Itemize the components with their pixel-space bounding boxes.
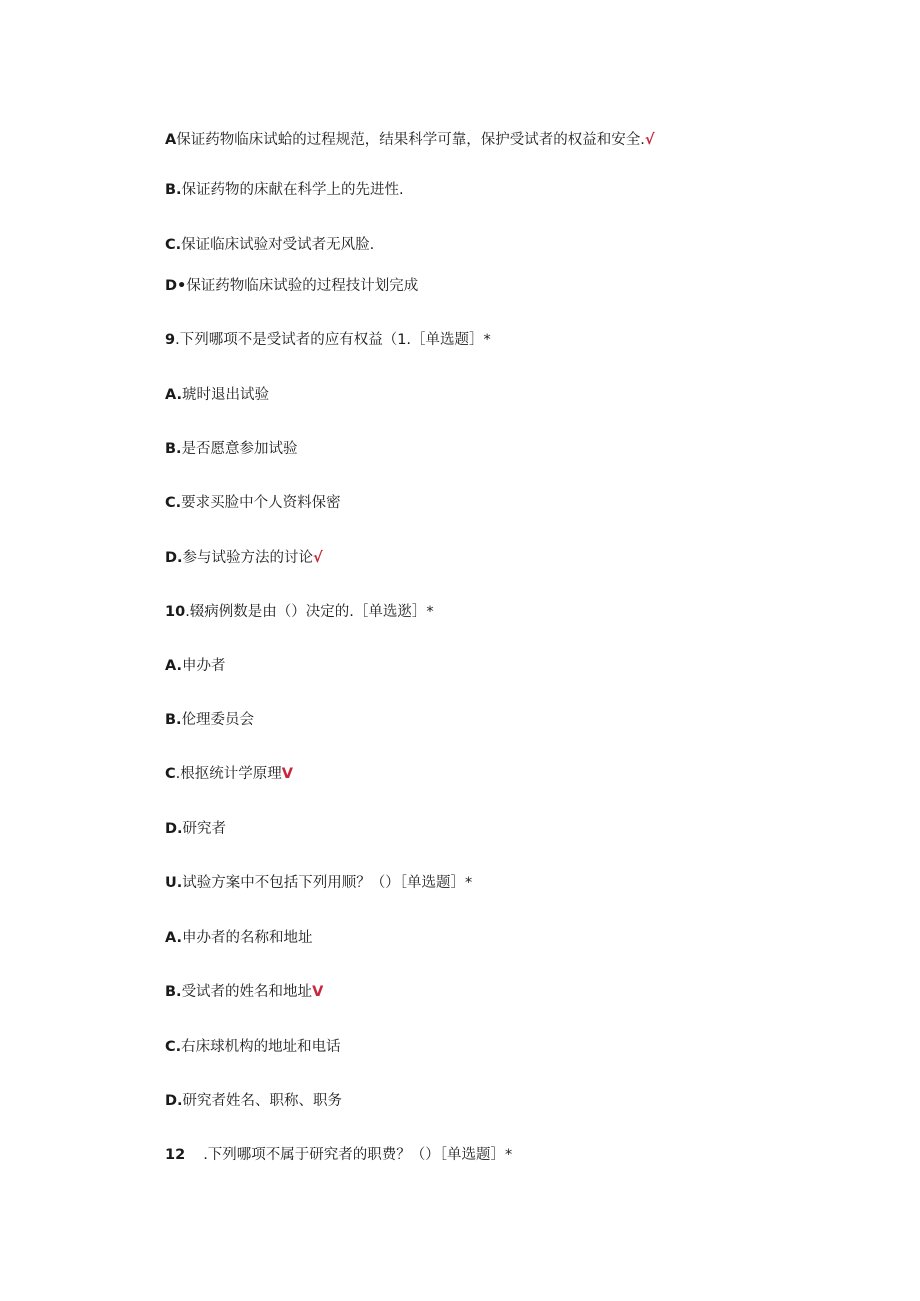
- correct-check-mark: V: [312, 984, 324, 1000]
- option-tag: C.: [165, 237, 182, 253]
- option-tag: D•: [165, 278, 187, 294]
- option-text: 琥时退出试验: [182, 387, 269, 403]
- option-d-line: [165, 1091, 342, 1111]
- question-10: [165, 602, 434, 622]
- option-tag: A.: [165, 930, 182, 946]
- option-text: 保证临床试验对受试者无风脸.: [181, 237, 375, 253]
- option-tag: C.: [165, 1039, 182, 1055]
- option-c-line: [165, 235, 374, 255]
- option-text: 研究者姓名、职称、职务: [182, 1093, 343, 1109]
- question-text: 试验方案中不包括下列用顺？（）［单选题］*: [182, 875, 473, 891]
- question-number: 12: [165, 1147, 186, 1163]
- option-d-line: [165, 819, 226, 839]
- question-12: [165, 1145, 512, 1165]
- option-tag: B.: [165, 441, 182, 457]
- option-tag: B.: [165, 712, 182, 728]
- option-text: 要求买脸中个人资料保密: [181, 495, 341, 511]
- question-number: 10: [165, 604, 186, 620]
- question-text: .下列哪项不是受试者的应有权益（1.［单选题］*: [175, 332, 491, 348]
- option-text: 研究者: [182, 821, 227, 837]
- option-text: 参与试验方法的讨论: [182, 550, 314, 566]
- question-text: .下列哪项不属于研究者的职费？（）［单选题］*: [203, 1147, 513, 1163]
- option-tag: A: [165, 132, 177, 148]
- option-tag: B.: [165, 984, 182, 1000]
- option-tag: D.: [165, 550, 183, 566]
- option-text: 申办者: [182, 658, 226, 674]
- option-tag: A.: [165, 387, 182, 403]
- option-d-line: [165, 276, 418, 296]
- option-text: 右床球机构的地址和电话: [181, 1039, 341, 1055]
- option-b-line: [165, 180, 404, 200]
- correct-check-mark: V: [281, 766, 293, 782]
- option-tag: C.: [165, 495, 182, 511]
- option-tag: C: [165, 766, 176, 782]
- option-c-line: [165, 1037, 341, 1057]
- option-tag: D.: [165, 821, 183, 837]
- correct-check-mark: √: [644, 132, 655, 148]
- option-tag: A.: [165, 658, 182, 674]
- option-tag: B.: [165, 182, 182, 198]
- option-text: 申办者的名称和地址: [182, 930, 313, 946]
- option-text: 保证药物的床献在科学上的先进性.: [181, 182, 404, 198]
- option-d-line: [165, 548, 323, 568]
- option-a-line: [165, 385, 269, 405]
- option-tag: D.: [165, 1093, 183, 1109]
- option-text: .根抠统计学原理: [175, 766, 282, 782]
- question-11: [165, 873, 472, 893]
- option-a-line: [165, 928, 313, 948]
- option-text: 受试者的姓名和地址: [181, 984, 313, 1000]
- option-b-line: [165, 982, 323, 1002]
- option-c-line: [165, 764, 293, 784]
- option-text: 伦理委员会: [181, 712, 255, 728]
- option-a-line: [165, 130, 655, 150]
- option-text: 保证药物临床试验的过程技计划完成: [186, 278, 419, 294]
- question-text: .辍病例数是由（）决定的.［单选逖］*: [185, 604, 434, 620]
- question-number: 9: [165, 332, 176, 348]
- question-9: [165, 330, 491, 350]
- correct-check-mark: √: [313, 550, 323, 566]
- question-number: U.: [165, 875, 183, 891]
- option-text: 保证药物临床试蛤的过程规范，结果科学可靠，保护受试者的权益和安全.: [176, 132, 645, 148]
- option-a-line: [165, 656, 226, 676]
- option-b-line: [165, 710, 254, 730]
- option-c-line: [165, 493, 341, 513]
- option-b-line: [165, 439, 298, 459]
- option-text: 是否愿意参加试验: [181, 441, 298, 457]
